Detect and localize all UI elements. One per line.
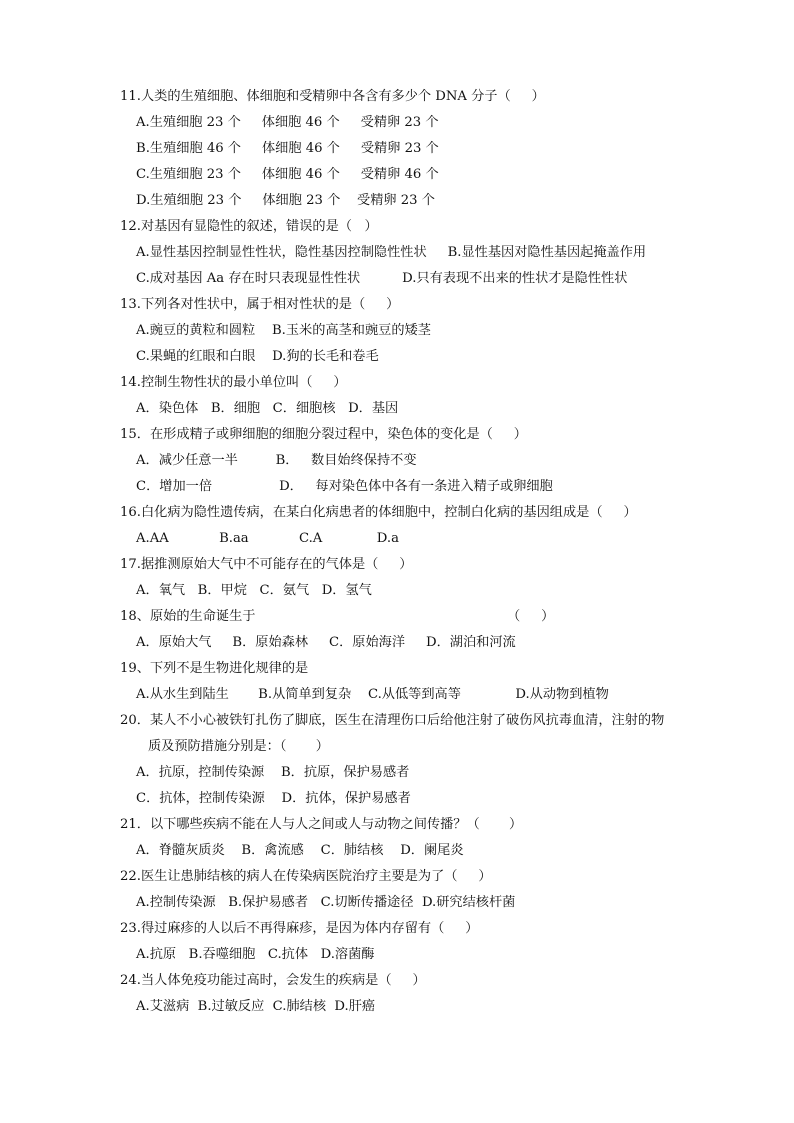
question-stem: 11.人类的生殖细胞、体细胞和受精卵中各含有多少个 DNA 分子（ ）: [120, 89, 545, 104]
question-stem: 16.白化病为隐性遗传病，在某白化病患者的体细胞中，控制白化病的基因组成是（ ）: [120, 505, 637, 520]
question-option: D.生殖细胞 23 个 体细胞 23 个 受精卵 23 个: [136, 193, 435, 208]
question-stem: 23.得过麻疹的人以后不再得麻疹，是因为体内存留有（ ）: [120, 921, 479, 936]
question-stem: 24.当人体免疫功能过高时，会发生的疾病是（ ）: [120, 973, 426, 988]
question-option: A.控制传染源 B.保护易感者 C.切断传播途径 D.研究结核杆菌: [136, 895, 516, 910]
question-option: A.从水生到陆生 B.从简单到复杂 C.从低等到高等 D.从动物到植物: [136, 687, 609, 702]
question-stem: 15．在形成精子或卵细胞的细胞分裂过程中，染色体的变化是（ ）: [120, 427, 527, 442]
question-stem: 18、原始的生命诞生于 （ ）: [120, 609, 555, 624]
question-stem: 21．以下哪些疾病不能在人与人之间或人与动物之间传播？（ ）: [120, 817, 523, 832]
question-stem: 14.控制生物性状的最小单位叫（ ）: [120, 375, 347, 390]
question-option: A.豌豆的黄粒和圆粒 B.玉米的高茎和豌豆的矮茎: [136, 323, 431, 338]
question-stem: 17.据推测原始大气中不可能存在的气体是（ ）: [120, 557, 413, 572]
question-option: A．染色体 B．细胞 C．细胞核 D．基因: [136, 401, 399, 416]
question-option: A．减少任意一半 B． 数目始终保持不变: [136, 453, 417, 468]
question-stem: 19、下列不是生物进化规律的是: [120, 661, 309, 676]
question-list: [120, 84, 720, 1020]
question-option: A．原始大气 B．原始森林 C．原始海洋 D．湖泊和河流: [136, 635, 516, 650]
question-option: A.抗原 B.吞噬细胞 C.抗体 D.溶菌酶: [136, 947, 375, 962]
question-option: B.生殖细胞 46 个 体细胞 46 个 受精卵 23 个: [136, 141, 439, 156]
question-option: A.生殖细胞 23 个 体细胞 46 个 受精卵 23 个: [136, 115, 439, 130]
question-option: C．抗体，控制传染源 D．抗体，保护易感者: [136, 791, 411, 806]
question-option: C.生殖细胞 23 个 体细胞 46 个 受精卵 46 个: [136, 167, 439, 182]
question-option: A.艾滋病 B.过敏反应 C.肺结核 D.肝癌: [136, 999, 376, 1014]
question-stem: 20．某人不小心被铁钉扎伤了脚底，医生在清理伤口后给他注射了破伤风抗毒血清，注射的物: [120, 713, 665, 728]
question-option: C.果蝇的红眼和白眼 D.狗的长毛和卷毛: [136, 349, 379, 364]
question-stem: 13.下列各对性状中，属于相对性状的是（ ）: [120, 297, 400, 312]
question-option: A．抗原，控制传染源 B．抗原，保护易感者: [136, 765, 410, 780]
question-option: A．氧气 B．甲烷 C．氨气 D．氢气: [136, 583, 372, 598]
question-stem: 22.医生让患肺结核的病人在传染病医院治疗主要是为了（ ）: [120, 869, 492, 884]
question-stem: 12.对基因有显隐性的叙述，错误的是（ ）: [120, 219, 378, 234]
question-option: A.显性基因控制显性性状，隐性基因控制隐性性状 B.显性基因对隐性基因起掩盖作用: [136, 245, 647, 260]
question-option: C．增加一倍 D． 每对染色体中各有一条进入精子或卵细胞: [136, 479, 553, 494]
question-option: C.成对基因 Aa 存在时只表现显性性状 D.只有表现不出来的性状才是隐性性状: [136, 271, 628, 286]
question-option: A．脊髓灰质炎 B．禽流感 C．肺结核 D．阑尾炎: [136, 843, 464, 858]
question-stem-continuation: 质及预防措施分别是：（ ）: [148, 739, 329, 754]
question-option: A.AA B.aa C.A D.a: [136, 531, 399, 546]
